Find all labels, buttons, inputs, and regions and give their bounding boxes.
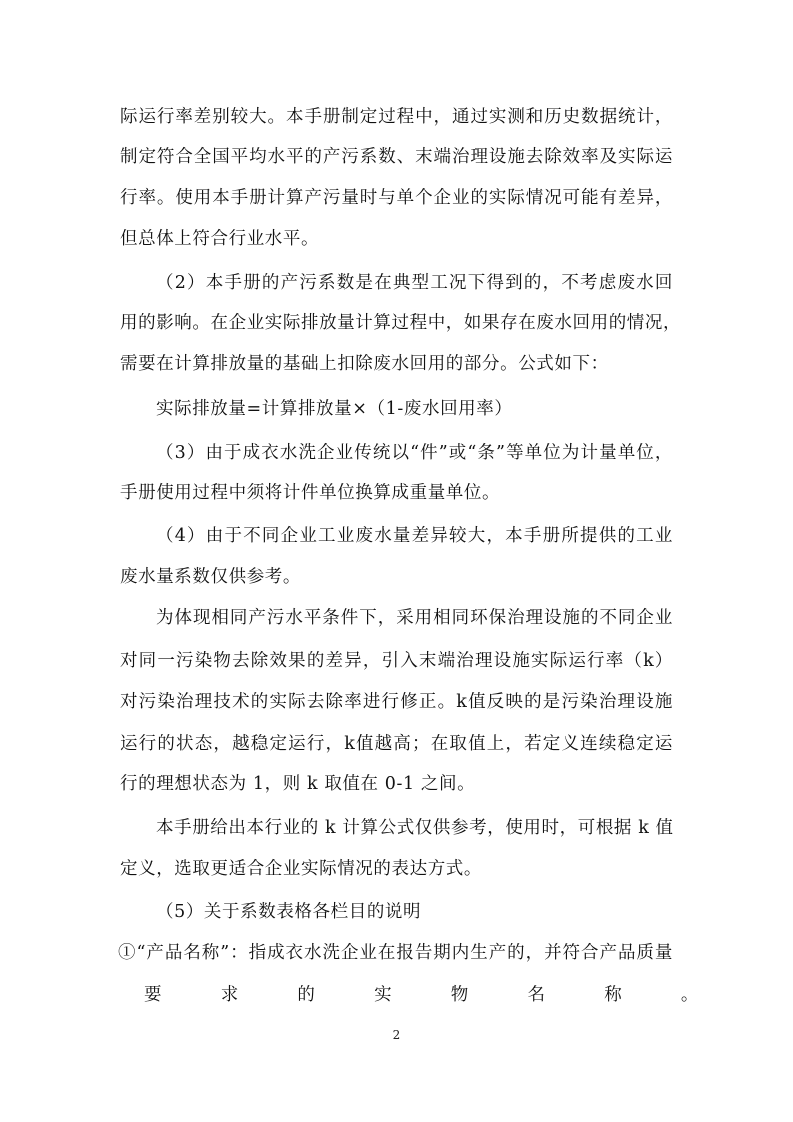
paragraph-line: 定义，选取更适合企业实际情况的表达方式。	[120, 859, 482, 879]
paragraph-line: 行的理想状态为 1，则 k 取值在 0-1 之间。	[120, 774, 476, 794]
paragraph-line: 际运行率差别较大。本手册制定过程中，通过实测和历史数据统计，	[120, 107, 673, 127]
paragraph-line: 但总体上符合行业水平。	[120, 229, 320, 249]
paragraph-line: 需要在计算排放量的基础上扣除废水回用的部分。公式如下：	[120, 354, 609, 374]
paragraph-line: 运行的状态，越稳定运行，k值越高；在取值上，若定义连续稳定运	[120, 734, 673, 754]
formula-line: 实际排放量=计算排放量×（1-废水回用率）	[156, 399, 513, 419]
list-item: ①“产品名称”：指成衣水洗企业在报告期内生产的，并符合产品质量	[118, 943, 673, 963]
paragraph-line: 手册使用过程中须将计件单位换算成重量单位。	[120, 483, 501, 503]
paragraph-line: 对同一污染物去除效果的差异，引入末端治理设施实际运行率（k）	[120, 651, 673, 671]
list-item-continuation: 要求的实物名称。	[144, 985, 699, 1005]
paragraph-line: 用的影响。在企业实际排放量计算过程中，如果存在废水回用的情况，	[120, 313, 682, 333]
paragraph-line: 制定符合全国平均水平的产污系数、末端治理设施去除效率及实际运	[120, 147, 673, 167]
section-heading: （5）关于系数表格各栏目的说明	[156, 902, 422, 922]
page-number: 2	[392, 1028, 401, 1042]
paragraph-line: （4）由于不同企业工业废水量差异较大，本手册所提供的工业	[156, 526, 673, 546]
paragraph-line: 行率。使用本手册计算产污量时与单个企业的实际情况可能有差异，	[120, 188, 673, 208]
paragraph-line: 对污染治理技术的实际去除率进行修正。k值反映的是污染治理设施	[120, 692, 673, 712]
paragraph-line: 本手册给出本行业的 k 计算公式仅供参考，使用时，可根据 k 值	[156, 818, 674, 838]
paragraph-line: 为体现相同产污水平条件下，采用相同环保治理设施的不同企业	[156, 608, 673, 628]
paragraph-line: （2）本手册的产污系数是在典型工况下得到的，不考虑废水回	[156, 273, 673, 293]
paragraph-line: （3）由于成衣水洗企业传统以“件”或“条”等单位为计量单位，	[156, 443, 673, 463]
paragraph-line: 废水量系数仅供参考。	[120, 567, 301, 587]
